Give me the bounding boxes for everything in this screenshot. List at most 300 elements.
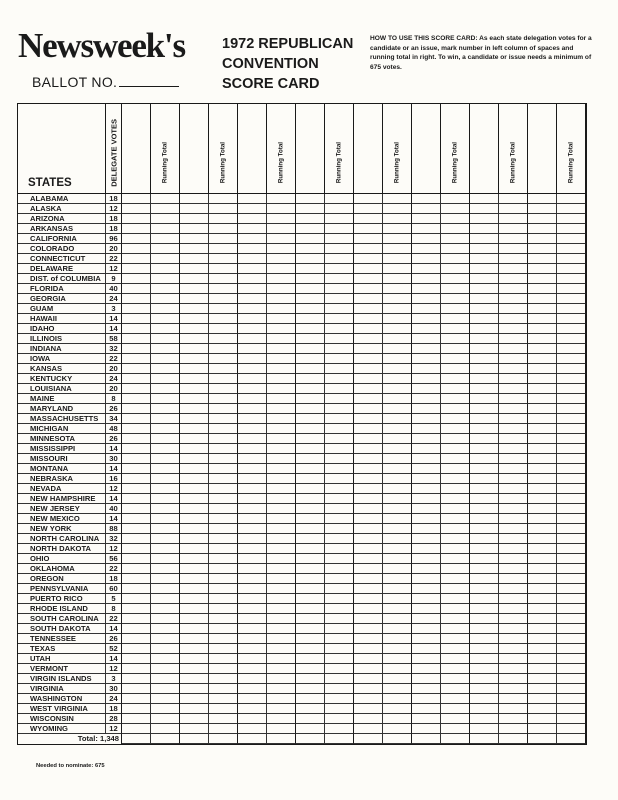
running-total-cell[interactable] — [499, 524, 528, 534]
running-total-cell[interactable] — [209, 624, 238, 634]
running-total-cell[interactable] — [325, 334, 354, 344]
vote-entry-cell[interactable] — [470, 414, 499, 424]
vote-entry-cell[interactable] — [354, 624, 383, 634]
running-total-cell[interactable] — [383, 404, 412, 414]
vote-entry-cell[interactable] — [296, 374, 325, 384]
running-total-cell[interactable] — [441, 274, 470, 284]
running-total-cell[interactable] — [267, 484, 296, 494]
vote-entry-cell[interactable] — [470, 524, 499, 534]
vote-entry-cell[interactable] — [122, 544, 151, 554]
vote-entry-cell[interactable] — [412, 274, 441, 284]
vote-entry-cell[interactable] — [180, 354, 209, 364]
running-total-cell[interactable] — [499, 364, 528, 374]
vote-entry-cell[interactable] — [354, 204, 383, 214]
vote-entry-cell[interactable] — [238, 634, 267, 644]
vote-entry-cell[interactable] — [354, 724, 383, 734]
vote-entry-cell[interactable] — [412, 374, 441, 384]
vote-entry-cell[interactable] — [122, 474, 151, 484]
vote-entry-cell[interactable] — [354, 224, 383, 234]
running-total-cell[interactable] — [209, 494, 238, 504]
running-total-cell[interactable] — [499, 614, 528, 624]
vote-entry-cell[interactable] — [122, 314, 151, 324]
running-total-cell[interactable] — [267, 654, 296, 664]
vote-entry-cell[interactable] — [180, 264, 209, 274]
running-total-cell[interactable] — [267, 444, 296, 454]
vote-entry-cell[interactable] — [354, 504, 383, 514]
running-total-cell[interactable] — [383, 424, 412, 434]
vote-entry-cell[interactable] — [354, 404, 383, 414]
vote-entry-cell[interactable] — [122, 504, 151, 514]
vote-entry-cell[interactable] — [180, 224, 209, 234]
running-total-cell[interactable] — [499, 544, 528, 554]
vote-entry-cell[interactable] — [238, 684, 267, 694]
vote-entry-cell[interactable] — [412, 604, 441, 614]
running-total-cell[interactable] — [557, 544, 586, 554]
running-total-cell[interactable] — [383, 724, 412, 734]
running-total-cell[interactable] — [383, 584, 412, 594]
running-total-cell[interactable] — [557, 664, 586, 674]
vote-entry-cell[interactable] — [296, 344, 325, 354]
vote-entry-cell[interactable] — [470, 404, 499, 414]
vote-entry-cell[interactable] — [354, 474, 383, 484]
vote-entry-cell[interactable] — [528, 464, 557, 474]
running-total-cell[interactable] — [325, 554, 354, 564]
running-total-cell[interactable] — [209, 394, 238, 404]
running-total-cell[interactable] — [151, 404, 180, 414]
vote-entry-cell[interactable] — [528, 474, 557, 484]
vote-entry-cell[interactable] — [296, 574, 325, 584]
vote-entry-cell[interactable] — [470, 384, 499, 394]
running-total-cell[interactable] — [325, 264, 354, 274]
running-total-cell[interactable] — [267, 214, 296, 224]
running-total-cell[interactable] — [209, 594, 238, 604]
running-total-cell[interactable] — [325, 574, 354, 584]
vote-entry-cell[interactable] — [180, 284, 209, 294]
vote-entry-cell[interactable] — [180, 434, 209, 444]
running-total-cell[interactable] — [383, 284, 412, 294]
vote-entry-cell[interactable] — [122, 494, 151, 504]
running-total-cell[interactable] — [383, 684, 412, 694]
vote-entry-cell[interactable] — [122, 684, 151, 694]
running-total-cell[interactable] — [151, 734, 180, 744]
vote-entry-cell[interactable] — [528, 564, 557, 574]
running-total-cell[interactable] — [209, 714, 238, 724]
running-total-cell[interactable] — [441, 414, 470, 424]
running-total-cell[interactable] — [557, 424, 586, 434]
running-total-cell[interactable] — [499, 464, 528, 474]
vote-entry-cell[interactable] — [354, 304, 383, 314]
vote-entry-cell[interactable] — [470, 644, 499, 654]
vote-entry-cell[interactable] — [528, 534, 557, 544]
running-total-cell[interactable] — [383, 604, 412, 614]
vote-entry-cell[interactable] — [296, 254, 325, 264]
running-total-cell[interactable] — [325, 214, 354, 224]
running-total-cell[interactable] — [441, 424, 470, 434]
vote-entry-cell[interactable] — [470, 704, 499, 714]
running-total-cell[interactable] — [151, 314, 180, 324]
running-total-cell[interactable] — [383, 474, 412, 484]
vote-entry-cell[interactable] — [238, 464, 267, 474]
vote-entry-cell[interactable] — [296, 564, 325, 574]
vote-entry-cell[interactable] — [238, 624, 267, 634]
vote-entry-cell[interactable] — [354, 684, 383, 694]
vote-entry-cell[interactable] — [238, 584, 267, 594]
vote-entry-cell[interactable] — [122, 574, 151, 584]
vote-entry-cell[interactable] — [470, 424, 499, 434]
vote-entry-cell[interactable] — [412, 494, 441, 504]
vote-entry-cell[interactable] — [238, 354, 267, 364]
vote-entry-cell[interactable] — [296, 514, 325, 524]
vote-entry-cell[interactable] — [296, 204, 325, 214]
running-total-cell[interactable] — [325, 634, 354, 644]
vote-entry-cell[interactable] — [470, 494, 499, 504]
running-total-cell[interactable] — [557, 484, 586, 494]
vote-entry-cell[interactable] — [180, 334, 209, 344]
running-total-cell[interactable] — [151, 694, 180, 704]
vote-entry-cell[interactable] — [470, 694, 499, 704]
running-total-cell[interactable] — [499, 474, 528, 484]
running-total-cell[interactable] — [557, 624, 586, 634]
vote-entry-cell[interactable] — [180, 714, 209, 724]
running-total-cell[interactable] — [267, 594, 296, 604]
vote-entry-cell[interactable] — [412, 204, 441, 214]
vote-entry-cell[interactable] — [180, 424, 209, 434]
vote-entry-cell[interactable] — [354, 274, 383, 284]
vote-entry-cell[interactable] — [412, 194, 441, 204]
running-total-cell[interactable] — [383, 654, 412, 664]
running-total-cell[interactable] — [557, 254, 586, 264]
running-total-cell[interactable] — [267, 564, 296, 574]
running-total-cell[interactable] — [325, 364, 354, 374]
vote-entry-cell[interactable] — [470, 544, 499, 554]
vote-entry-cell[interactable] — [470, 654, 499, 664]
running-total-cell[interactable] — [441, 354, 470, 364]
running-total-cell[interactable] — [209, 444, 238, 454]
vote-entry-cell[interactable] — [470, 584, 499, 594]
vote-entry-cell[interactable] — [238, 364, 267, 374]
vote-entry-cell[interactable] — [122, 214, 151, 224]
running-total-cell[interactable] — [383, 494, 412, 504]
vote-entry-cell[interactable] — [122, 254, 151, 264]
running-total-cell[interactable] — [557, 404, 586, 414]
running-total-cell[interactable] — [557, 574, 586, 584]
running-total-cell[interactable] — [209, 234, 238, 244]
running-total-cell[interactable] — [151, 684, 180, 694]
vote-entry-cell[interactable] — [528, 394, 557, 404]
vote-entry-cell[interactable] — [528, 654, 557, 664]
running-total-cell[interactable] — [557, 654, 586, 664]
running-total-cell[interactable] — [267, 554, 296, 564]
running-total-cell[interactable] — [209, 344, 238, 354]
running-total-cell[interactable] — [151, 424, 180, 434]
vote-entry-cell[interactable] — [180, 204, 209, 214]
running-total-cell[interactable] — [325, 244, 354, 254]
running-total-cell[interactable] — [151, 704, 180, 714]
running-total-cell[interactable] — [557, 384, 586, 394]
running-total-cell[interactable] — [267, 494, 296, 504]
vote-entry-cell[interactable] — [238, 194, 267, 204]
vote-entry-cell[interactable] — [354, 644, 383, 654]
vote-entry-cell[interactable] — [412, 394, 441, 404]
running-total-cell[interactable] — [267, 474, 296, 484]
running-total-cell[interactable] — [383, 484, 412, 494]
running-total-cell[interactable] — [209, 534, 238, 544]
running-total-cell[interactable] — [151, 654, 180, 664]
vote-entry-cell[interactable] — [296, 584, 325, 594]
running-total-cell[interactable] — [209, 294, 238, 304]
running-total-cell[interactable] — [325, 724, 354, 734]
vote-entry-cell[interactable] — [528, 504, 557, 514]
vote-entry-cell[interactable] — [354, 234, 383, 244]
running-total-cell[interactable] — [151, 394, 180, 404]
running-total-cell[interactable] — [383, 624, 412, 634]
vote-entry-cell[interactable] — [238, 514, 267, 524]
running-total-cell[interactable] — [441, 574, 470, 584]
vote-entry-cell[interactable] — [528, 364, 557, 374]
vote-entry-cell[interactable] — [412, 444, 441, 454]
running-total-cell[interactable] — [557, 274, 586, 284]
running-total-cell[interactable] — [325, 464, 354, 474]
running-total-cell[interactable] — [499, 594, 528, 604]
running-total-cell[interactable] — [557, 214, 586, 224]
vote-entry-cell[interactable] — [528, 414, 557, 424]
vote-entry-cell[interactable] — [470, 324, 499, 334]
vote-entry-cell[interactable] — [354, 664, 383, 674]
vote-entry-cell[interactable] — [122, 724, 151, 734]
running-total-cell[interactable] — [499, 434, 528, 444]
vote-entry-cell[interactable] — [528, 274, 557, 284]
running-total-cell[interactable] — [499, 414, 528, 424]
vote-entry-cell[interactable] — [296, 414, 325, 424]
running-total-cell[interactable] — [557, 514, 586, 524]
vote-entry-cell[interactable] — [122, 344, 151, 354]
vote-entry-cell[interactable] — [354, 694, 383, 704]
vote-entry-cell[interactable] — [354, 584, 383, 594]
vote-entry-cell[interactable] — [180, 654, 209, 664]
vote-entry-cell[interactable] — [296, 654, 325, 664]
running-total-cell[interactable] — [151, 474, 180, 484]
running-total-cell[interactable] — [557, 394, 586, 404]
vote-entry-cell[interactable] — [528, 704, 557, 714]
vote-entry-cell[interactable] — [180, 514, 209, 524]
running-total-cell[interactable] — [441, 504, 470, 514]
vote-entry-cell[interactable] — [470, 514, 499, 524]
vote-entry-cell[interactable] — [238, 504, 267, 514]
running-total-cell[interactable] — [499, 514, 528, 524]
vote-entry-cell[interactable] — [238, 374, 267, 384]
vote-entry-cell[interactable] — [412, 324, 441, 334]
vote-entry-cell[interactable] — [238, 664, 267, 674]
running-total-cell[interactable] — [557, 264, 586, 274]
running-total-cell[interactable] — [209, 254, 238, 264]
running-total-cell[interactable] — [325, 714, 354, 724]
vote-entry-cell[interactable] — [122, 614, 151, 624]
running-total-cell[interactable] — [267, 464, 296, 474]
vote-entry-cell[interactable] — [296, 524, 325, 534]
vote-entry-cell[interactable] — [296, 624, 325, 634]
running-total-cell[interactable] — [151, 494, 180, 504]
vote-entry-cell[interactable] — [354, 464, 383, 474]
vote-entry-cell[interactable] — [296, 684, 325, 694]
vote-entry-cell[interactable] — [180, 374, 209, 384]
running-total-cell[interactable] — [383, 314, 412, 324]
running-total-cell[interactable] — [209, 204, 238, 214]
vote-entry-cell[interactable] — [470, 434, 499, 444]
running-total-cell[interactable] — [441, 554, 470, 564]
vote-entry-cell[interactable] — [122, 204, 151, 214]
running-total-cell[interactable] — [499, 734, 528, 744]
running-total-cell[interactable] — [267, 334, 296, 344]
running-total-cell[interactable] — [209, 404, 238, 414]
running-total-cell[interactable] — [383, 384, 412, 394]
vote-entry-cell[interactable] — [180, 404, 209, 414]
running-total-cell[interactable] — [383, 264, 412, 274]
running-total-cell[interactable] — [325, 374, 354, 384]
vote-entry-cell[interactable] — [238, 494, 267, 504]
vote-entry-cell[interactable] — [528, 574, 557, 584]
vote-entry-cell[interactable] — [528, 584, 557, 594]
running-total-cell[interactable] — [557, 554, 586, 564]
vote-entry-cell[interactable] — [180, 624, 209, 634]
vote-entry-cell[interactable] — [354, 384, 383, 394]
running-total-cell[interactable] — [499, 664, 528, 674]
vote-entry-cell[interactable] — [238, 524, 267, 534]
vote-entry-cell[interactable] — [528, 734, 557, 744]
vote-entry-cell[interactable] — [238, 304, 267, 314]
vote-entry-cell[interactable] — [354, 374, 383, 384]
running-total-cell[interactable] — [325, 194, 354, 204]
running-total-cell[interactable] — [441, 214, 470, 224]
running-total-cell[interactable] — [383, 614, 412, 624]
vote-entry-cell[interactable] — [528, 244, 557, 254]
vote-entry-cell[interactable] — [122, 694, 151, 704]
vote-entry-cell[interactable] — [528, 644, 557, 654]
vote-entry-cell[interactable] — [238, 264, 267, 274]
vote-entry-cell[interactable] — [528, 494, 557, 504]
vote-entry-cell[interactable] — [122, 264, 151, 274]
running-total-cell[interactable] — [267, 344, 296, 354]
vote-entry-cell[interactable] — [122, 644, 151, 654]
running-total-cell[interactable] — [209, 604, 238, 614]
running-total-cell[interactable] — [209, 264, 238, 274]
vote-entry-cell[interactable] — [354, 574, 383, 584]
running-total-cell[interactable] — [383, 364, 412, 374]
vote-entry-cell[interactable] — [412, 294, 441, 304]
running-total-cell[interactable] — [267, 644, 296, 654]
vote-entry-cell[interactable] — [296, 454, 325, 464]
running-total-cell[interactable] — [383, 194, 412, 204]
running-total-cell[interactable] — [267, 284, 296, 294]
running-total-cell[interactable] — [441, 634, 470, 644]
vote-entry-cell[interactable] — [354, 604, 383, 614]
vote-entry-cell[interactable] — [412, 714, 441, 724]
vote-entry-cell[interactable] — [238, 654, 267, 664]
vote-entry-cell[interactable] — [238, 484, 267, 494]
running-total-cell[interactable] — [383, 504, 412, 514]
running-total-cell[interactable] — [383, 324, 412, 334]
vote-entry-cell[interactable] — [180, 304, 209, 314]
running-total-cell[interactable] — [209, 314, 238, 324]
running-total-cell[interactable] — [441, 714, 470, 724]
running-total-cell[interactable] — [151, 194, 180, 204]
vote-entry-cell[interactable] — [238, 244, 267, 254]
vote-entry-cell[interactable] — [296, 444, 325, 454]
vote-entry-cell[interactable] — [122, 384, 151, 394]
vote-entry-cell[interactable] — [528, 614, 557, 624]
running-total-cell[interactable] — [151, 634, 180, 644]
running-total-cell[interactable] — [209, 554, 238, 564]
running-total-cell[interactable] — [499, 224, 528, 234]
vote-entry-cell[interactable] — [470, 334, 499, 344]
vote-entry-cell[interactable] — [470, 734, 499, 744]
running-total-cell[interactable] — [499, 344, 528, 354]
running-total-cell[interactable] — [499, 424, 528, 434]
running-total-cell[interactable] — [209, 694, 238, 704]
running-total-cell[interactable] — [267, 414, 296, 424]
running-total-cell[interactable] — [151, 664, 180, 674]
vote-entry-cell[interactable] — [470, 634, 499, 644]
running-total-cell[interactable] — [209, 684, 238, 694]
running-total-cell[interactable] — [267, 424, 296, 434]
vote-entry-cell[interactable] — [470, 264, 499, 274]
vote-entry-cell[interactable] — [122, 584, 151, 594]
running-total-cell[interactable] — [499, 724, 528, 734]
vote-entry-cell[interactable] — [180, 664, 209, 674]
vote-entry-cell[interactable] — [528, 514, 557, 524]
running-total-cell[interactable] — [557, 564, 586, 574]
vote-entry-cell[interactable] — [122, 444, 151, 454]
running-total-cell[interactable] — [325, 304, 354, 314]
running-total-cell[interactable] — [209, 454, 238, 464]
running-total-cell[interactable] — [383, 304, 412, 314]
running-total-cell[interactable] — [209, 654, 238, 664]
running-total-cell[interactable] — [325, 274, 354, 284]
running-total-cell[interactable] — [499, 324, 528, 334]
running-total-cell[interactable] — [499, 234, 528, 244]
running-total-cell[interactable] — [441, 654, 470, 664]
running-total-cell[interactable] — [151, 564, 180, 574]
vote-entry-cell[interactable] — [238, 344, 267, 354]
running-total-cell[interactable] — [499, 204, 528, 214]
vote-entry-cell[interactable] — [122, 414, 151, 424]
running-total-cell[interactable] — [383, 224, 412, 234]
vote-entry-cell[interactable] — [122, 234, 151, 244]
running-total-cell[interactable] — [499, 694, 528, 704]
running-total-cell[interactable] — [151, 454, 180, 464]
vote-entry-cell[interactable] — [296, 534, 325, 544]
vote-entry-cell[interactable] — [354, 524, 383, 534]
running-total-cell[interactable] — [499, 244, 528, 254]
vote-entry-cell[interactable] — [412, 664, 441, 674]
running-total-cell[interactable] — [441, 644, 470, 654]
running-total-cell[interactable] — [325, 474, 354, 484]
running-total-cell[interactable] — [557, 454, 586, 464]
running-total-cell[interactable] — [441, 484, 470, 494]
vote-entry-cell[interactable] — [296, 264, 325, 274]
running-total-cell[interactable] — [441, 244, 470, 254]
vote-entry-cell[interactable] — [296, 314, 325, 324]
running-total-cell[interactable] — [209, 334, 238, 344]
running-total-cell[interactable] — [151, 204, 180, 214]
vote-entry-cell[interactable] — [470, 504, 499, 514]
running-total-cell[interactable] — [499, 284, 528, 294]
running-total-cell[interactable] — [499, 634, 528, 644]
vote-entry-cell[interactable] — [238, 444, 267, 454]
vote-entry-cell[interactable] — [180, 644, 209, 654]
running-total-cell[interactable] — [325, 384, 354, 394]
running-total-cell[interactable] — [209, 724, 238, 734]
vote-entry-cell[interactable] — [412, 534, 441, 544]
